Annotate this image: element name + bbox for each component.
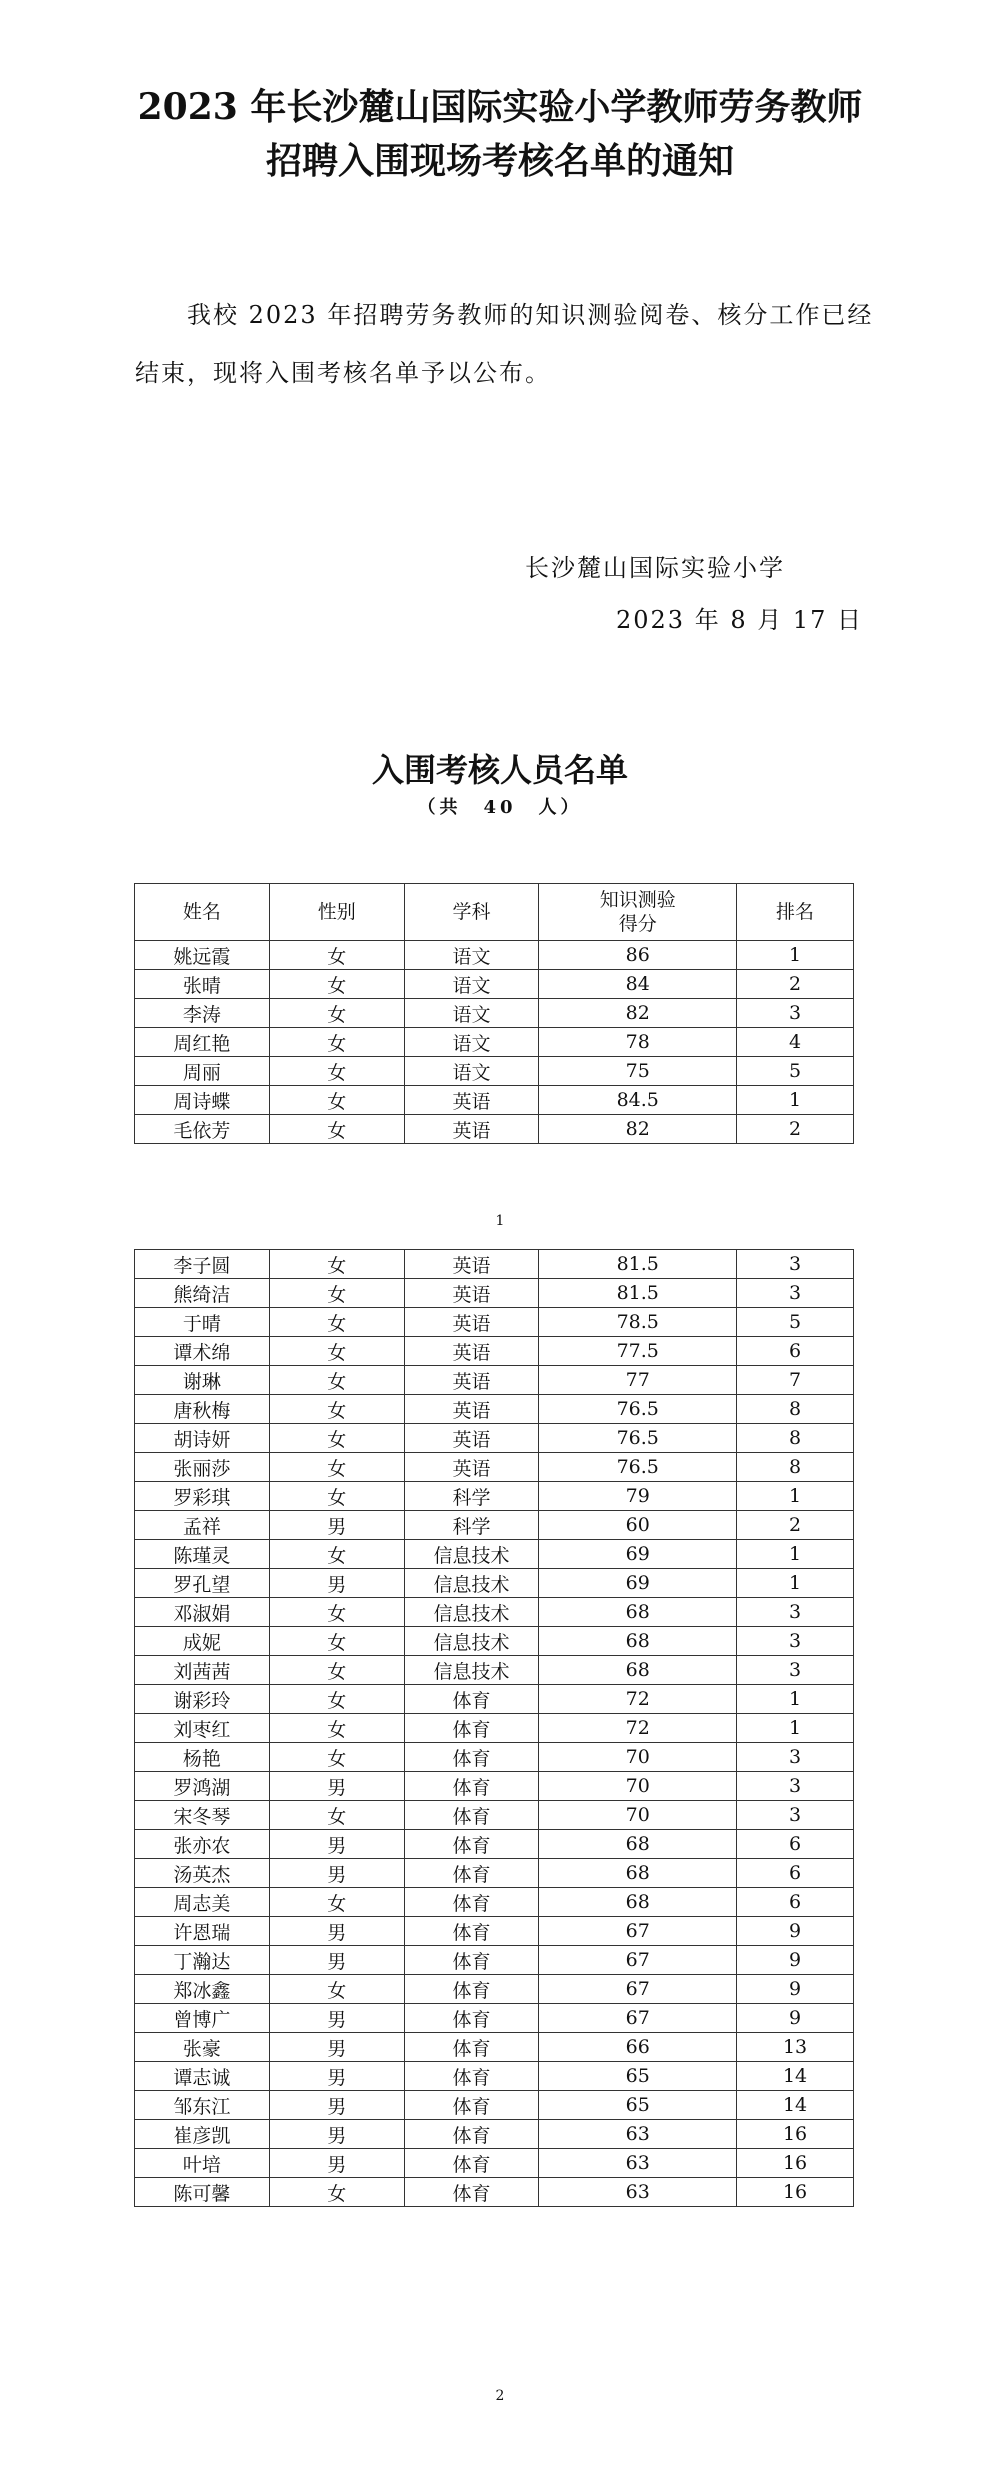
cell-gender: 女 xyxy=(269,1308,404,1337)
cell-rank: 1 xyxy=(737,1086,854,1115)
cell-name: 谭术绵 xyxy=(135,1337,270,1366)
cell-rank: 2 xyxy=(737,1511,854,1540)
roster-body-page-2 xyxy=(135,1250,854,2207)
cell-name: 周丽 xyxy=(135,1057,270,1086)
table-row xyxy=(135,1627,854,1656)
table-header-row xyxy=(135,884,854,941)
cell-name: 陈瑾灵 xyxy=(135,1540,270,1569)
cell-rank: 6 xyxy=(737,1859,854,1888)
table-row xyxy=(135,2120,854,2149)
cell-gender: 女 xyxy=(269,1366,404,1395)
table-row xyxy=(135,1395,854,1424)
table-row xyxy=(135,1028,854,1057)
cell-name: 谢琳 xyxy=(135,1366,270,1395)
cell-score: 68 xyxy=(539,1656,737,1685)
cell-score: 67 xyxy=(539,1975,737,2004)
cell-name: 孟祥 xyxy=(135,1511,270,1540)
cell-subject: 信息技术 xyxy=(404,1598,539,1627)
cell-rank: 9 xyxy=(737,1975,854,2004)
cell-gender: 男 xyxy=(269,1917,404,1946)
cell-rank: 3 xyxy=(737,1598,854,1627)
cell-score: 63 xyxy=(539,2120,737,2149)
cell-subject: 体育 xyxy=(404,1743,539,1772)
cell-subject: 体育 xyxy=(404,2149,539,2178)
list-count: （共 40 人） xyxy=(417,797,583,818)
table-row xyxy=(135,2004,854,2033)
cell-rank: 3 xyxy=(737,1627,854,1656)
cell-name: 邓淑娟 xyxy=(135,1598,270,1627)
cell-subject: 英语 xyxy=(404,1115,539,1144)
cell-gender: 女 xyxy=(269,1337,404,1366)
cell-score: 63 xyxy=(539,2149,737,2178)
table-row xyxy=(135,1859,854,1888)
cell-gender: 女 xyxy=(269,999,404,1028)
cell-gender: 女 xyxy=(269,1888,404,1917)
cell-rank: 3 xyxy=(737,1279,854,1308)
cell-subject: 体育 xyxy=(404,1946,539,1975)
cell-score: 78 xyxy=(539,1028,737,1057)
cell-name: 唐秋梅 xyxy=(135,1395,270,1424)
cell-subject: 英语 xyxy=(404,1337,539,1366)
cell-score: 67 xyxy=(539,1946,737,1975)
cell-subject: 英语 xyxy=(404,1424,539,1453)
cell-subject: 科学 xyxy=(404,1482,539,1511)
cell-gender: 男 xyxy=(269,2120,404,2149)
cell-gender: 女 xyxy=(269,1540,404,1569)
table-row xyxy=(135,1057,854,1086)
cell-gender: 男 xyxy=(269,1569,404,1598)
cell-rank: 16 xyxy=(737,2120,854,2149)
cell-gender: 女 xyxy=(269,1424,404,1453)
cell-score: 81.5 xyxy=(539,1250,737,1279)
cell-score: 76.5 xyxy=(539,1453,737,1482)
cell-rank: 13 xyxy=(737,2033,854,2062)
table-row xyxy=(135,1250,854,1279)
cell-subject: 语文 xyxy=(404,970,539,999)
cell-rank: 1 xyxy=(737,1540,854,1569)
table-row xyxy=(135,2149,854,2178)
cell-subject: 体育 xyxy=(404,2091,539,2120)
table-row xyxy=(135,970,854,999)
cell-rank: 9 xyxy=(737,1946,854,1975)
cell-gender: 男 xyxy=(269,1830,404,1859)
cell-score: 69 xyxy=(539,1569,737,1598)
cell-subject: 英语 xyxy=(404,1086,539,1115)
cell-subject: 体育 xyxy=(404,1772,539,1801)
cell-name: 毛依芳 xyxy=(135,1115,270,1144)
cell-score: 60 xyxy=(539,1511,737,1540)
cell-score: 69 xyxy=(539,1540,737,1569)
cell-score: 79 xyxy=(539,1482,737,1511)
cell-rank: 3 xyxy=(737,1801,854,1830)
cell-rank: 6 xyxy=(737,1888,854,1917)
cell-gender: 男 xyxy=(269,2091,404,2120)
table-row xyxy=(135,1743,854,1772)
cell-name: 刘枣红 xyxy=(135,1714,270,1743)
cell-rank: 16 xyxy=(737,2149,854,2178)
table-row xyxy=(135,1424,854,1453)
table-row xyxy=(135,1482,854,1511)
cell-score: 78.5 xyxy=(539,1308,737,1337)
cell-subject: 科学 xyxy=(404,1511,539,1540)
cell-rank: 5 xyxy=(737,1308,854,1337)
cell-subject: 体育 xyxy=(404,2004,539,2033)
cell-score: 72 xyxy=(539,1685,737,1714)
cell-subject: 英语 xyxy=(404,1279,539,1308)
notice-paragraph: 我校 2023 年招聘劳务教师的知识测验阅卷、核分工作已经结束，现将入围考核名单予以公布。 xyxy=(135,301,874,387)
table-row xyxy=(135,1598,854,1627)
cell-gender: 女 xyxy=(269,1279,404,1308)
cell-name: 成妮 xyxy=(135,1627,270,1656)
cell-gender: 女 xyxy=(269,1395,404,1424)
cell-name: 陈可馨 xyxy=(135,2178,270,2207)
cell-gender: 男 xyxy=(269,1772,404,1801)
table-row xyxy=(135,1453,854,1482)
cell-subject: 英语 xyxy=(404,1308,539,1337)
cell-rank: 8 xyxy=(737,1395,854,1424)
cell-gender: 女 xyxy=(269,1115,404,1144)
cell-score: 77.5 xyxy=(539,1337,737,1366)
table-row xyxy=(135,1656,854,1685)
cell-name: 周诗蝶 xyxy=(135,1086,270,1115)
cell-gender: 女 xyxy=(269,1482,404,1511)
cell-gender: 女 xyxy=(269,1598,404,1627)
cell-subject: 信息技术 xyxy=(404,1540,539,1569)
cell-rank: 3 xyxy=(737,999,854,1028)
table-row xyxy=(135,1308,854,1337)
cell-name: 崔彦凯 xyxy=(135,2120,270,2149)
cell-gender: 男 xyxy=(269,2149,404,2178)
cell-gender: 女 xyxy=(269,1057,404,1086)
cell-score: 76.5 xyxy=(539,1395,737,1424)
table-row xyxy=(135,1337,854,1366)
cell-rank: 3 xyxy=(737,1772,854,1801)
table-row xyxy=(135,1714,854,1743)
cell-subject: 信息技术 xyxy=(404,1656,539,1685)
cell-score: 75 xyxy=(539,1057,737,1086)
cell-subject: 体育 xyxy=(404,1888,539,1917)
cell-subject: 体育 xyxy=(404,1859,539,1888)
table-row xyxy=(135,2062,854,2091)
cell-gender: 女 xyxy=(269,1714,404,1743)
cell-name: 张豪 xyxy=(135,2033,270,2062)
page-number-1: 1 xyxy=(495,1213,505,1229)
table-row xyxy=(135,2178,854,2207)
cell-gender: 男 xyxy=(269,1511,404,1540)
cell-score: 65 xyxy=(539,2091,737,2120)
cell-score: 65 xyxy=(539,2062,737,2091)
cell-score: 72 xyxy=(539,1714,737,1743)
signature-organization: 长沙麓山国际实验小学 xyxy=(525,554,785,582)
cell-name: 周志美 xyxy=(135,1888,270,1917)
cell-subject: 语文 xyxy=(404,941,539,970)
cell-name: 曾博广 xyxy=(135,2004,270,2033)
table-row xyxy=(135,1946,854,1975)
cell-subject: 体育 xyxy=(404,1714,539,1743)
cell-rank: 4 xyxy=(737,1028,854,1057)
cell-rank: 6 xyxy=(737,1830,854,1859)
cell-score: 82 xyxy=(539,999,737,1028)
table-row xyxy=(135,1569,854,1598)
cell-rank: 3 xyxy=(737,1656,854,1685)
cell-rank: 2 xyxy=(737,970,854,999)
cell-subject: 语文 xyxy=(404,1057,539,1086)
cell-score: 84.5 xyxy=(539,1086,737,1115)
table-row xyxy=(135,1086,854,1115)
roster-table-page-2 xyxy=(134,1249,854,2207)
cell-name: 李涛 xyxy=(135,999,270,1028)
cell-name: 汤英杰 xyxy=(135,1859,270,1888)
roster-body-page-1 xyxy=(135,941,854,1144)
cell-rank: 16 xyxy=(737,2178,854,2207)
cell-score: 66 xyxy=(539,2033,737,2062)
cell-subject: 信息技术 xyxy=(404,1569,539,1598)
cell-score: 68 xyxy=(539,1598,737,1627)
cell-gender: 男 xyxy=(269,1859,404,1888)
table-row xyxy=(135,1115,854,1144)
cell-name: 张丽莎 xyxy=(135,1453,270,1482)
cell-name: 丁瀚达 xyxy=(135,1946,270,1975)
cell-name: 宋冬琴 xyxy=(135,1801,270,1830)
cell-rank: 14 xyxy=(737,2062,854,2091)
cell-gender: 女 xyxy=(269,941,404,970)
header-name: 姓名 xyxy=(135,884,270,941)
list-title: 入围考核人员名单 xyxy=(371,751,628,789)
notice-title-line-1: 2023 年长沙麓山国际实验小学教师劳务教师 xyxy=(137,86,863,128)
table-row xyxy=(135,1540,854,1569)
cell-gender: 女 xyxy=(269,1801,404,1830)
cell-rank: 1 xyxy=(737,941,854,970)
cell-name: 于晴 xyxy=(135,1308,270,1337)
cell-rank: 2 xyxy=(737,1115,854,1144)
cell-rank: 1 xyxy=(737,1714,854,1743)
cell-name: 郑冰鑫 xyxy=(135,1975,270,2004)
cell-name: 罗孔望 xyxy=(135,1569,270,1598)
cell-name: 姚远霞 xyxy=(135,941,270,970)
cell-score: 67 xyxy=(539,2004,737,2033)
cell-score: 70 xyxy=(539,1743,737,1772)
cell-subject: 语文 xyxy=(404,999,539,1028)
cell-rank: 14 xyxy=(737,2091,854,2120)
cell-score: 68 xyxy=(539,1830,737,1859)
cell-name: 邹东江 xyxy=(135,2091,270,2120)
table-row xyxy=(135,1888,854,1917)
cell-gender: 女 xyxy=(269,1743,404,1772)
cell-rank: 1 xyxy=(737,1482,854,1511)
cell-score: 70 xyxy=(539,1801,737,1830)
notice-title-line-2: 招聘入围现场考核名单的通知 xyxy=(265,140,734,182)
cell-gender: 女 xyxy=(269,970,404,999)
table-row xyxy=(135,941,854,970)
cell-gender: 女 xyxy=(269,1656,404,1685)
cell-name: 张晴 xyxy=(135,970,270,999)
cell-rank: 9 xyxy=(737,1917,854,1946)
cell-gender: 男 xyxy=(269,2033,404,2062)
table-row xyxy=(135,2091,854,2120)
cell-subject: 体育 xyxy=(404,1801,539,1830)
cell-name: 叶培 xyxy=(135,2149,270,2178)
cell-rank: 8 xyxy=(737,1453,854,1482)
cell-rank: 8 xyxy=(737,1424,854,1453)
cell-subject: 英语 xyxy=(404,1453,539,1482)
cell-gender: 女 xyxy=(269,1627,404,1656)
cell-subject: 体育 xyxy=(404,2062,539,2091)
cell-subject: 语文 xyxy=(404,1028,539,1057)
table-row xyxy=(135,999,854,1028)
cell-name: 杨艳 xyxy=(135,1743,270,1772)
table-row xyxy=(135,1366,854,1395)
cell-score: 68 xyxy=(539,1627,737,1656)
cell-score: 84 xyxy=(539,970,737,999)
header-gender: 性别 xyxy=(269,884,404,941)
cell-rank: 3 xyxy=(737,1743,854,1772)
table-row xyxy=(135,1772,854,1801)
cell-rank: 5 xyxy=(737,1057,854,1086)
cell-subject: 英语 xyxy=(404,1366,539,1395)
cell-gender: 女 xyxy=(269,1028,404,1057)
cell-gender: 男 xyxy=(269,2004,404,2033)
header-subject: 学科 xyxy=(404,884,539,941)
table-row xyxy=(135,1511,854,1540)
cell-name: 罗鸿湖 xyxy=(135,1772,270,1801)
cell-rank: 1 xyxy=(737,1685,854,1714)
cell-name: 许恩瑞 xyxy=(135,1917,270,1946)
cell-name: 谢彩玲 xyxy=(135,1685,270,1714)
cell-score: 82 xyxy=(539,1115,737,1144)
cell-score: 70 xyxy=(539,1772,737,1801)
cell-rank: 1 xyxy=(737,1569,854,1598)
cell-subject: 英语 xyxy=(404,1395,539,1424)
cell-subject: 体育 xyxy=(404,1975,539,2004)
cell-score: 68 xyxy=(539,1888,737,1917)
table-row xyxy=(135,1975,854,2004)
cell-gender: 女 xyxy=(269,1086,404,1115)
cell-name: 张亦农 xyxy=(135,1830,270,1859)
cell-gender: 女 xyxy=(269,1975,404,2004)
table-row xyxy=(135,2033,854,2062)
cell-name: 胡诗妍 xyxy=(135,1424,270,1453)
table-row xyxy=(135,1801,854,1830)
cell-name: 刘茜茜 xyxy=(135,1656,270,1685)
cell-gender: 女 xyxy=(269,1453,404,1482)
cell-gender: 女 xyxy=(269,2178,404,2207)
cell-score: 76.5 xyxy=(539,1424,737,1453)
cell-subject: 体育 xyxy=(404,1917,539,1946)
cell-score: 63 xyxy=(539,2178,737,2207)
table-row xyxy=(135,1685,854,1714)
cell-subject: 体育 xyxy=(404,2178,539,2207)
cell-score: 81.5 xyxy=(539,1279,737,1308)
cell-score: 77 xyxy=(539,1366,737,1395)
cell-name: 熊绮洁 xyxy=(135,1279,270,1308)
cell-rank: 9 xyxy=(737,2004,854,2033)
table-row xyxy=(135,1279,854,1308)
cell-subject: 体育 xyxy=(404,1685,539,1714)
page-number-2: 2 xyxy=(495,2388,505,2404)
cell-name: 罗彩琪 xyxy=(135,1482,270,1511)
cell-gender: 男 xyxy=(269,1946,404,1975)
cell-name: 谭志诚 xyxy=(135,2062,270,2091)
cell-name: 李子圆 xyxy=(135,1250,270,1279)
cell-subject: 体育 xyxy=(404,2120,539,2149)
cell-rank: 3 xyxy=(737,1250,854,1279)
cell-rank: 7 xyxy=(737,1366,854,1395)
table-row xyxy=(135,1830,854,1859)
cell-subject: 体育 xyxy=(404,1830,539,1859)
cell-score: 68 xyxy=(539,1859,737,1888)
cell-rank: 6 xyxy=(737,1337,854,1366)
header-score: 知识测验 得分 xyxy=(539,884,737,941)
cell-gender: 女 xyxy=(269,1685,404,1714)
cell-gender: 男 xyxy=(269,2062,404,2091)
cell-name: 周红艳 xyxy=(135,1028,270,1057)
signature-date: 2023 年 8 月 17 日 xyxy=(616,606,864,634)
cell-subject: 体育 xyxy=(404,2033,539,2062)
cell-subject: 英语 xyxy=(404,1250,539,1279)
cell-subject: 信息技术 xyxy=(404,1627,539,1656)
header-rank: 排名 xyxy=(737,884,854,941)
cell-score: 86 xyxy=(539,941,737,970)
cell-score: 67 xyxy=(539,1917,737,1946)
table-row xyxy=(135,1917,854,1946)
roster-table-page-1 xyxy=(134,883,854,1144)
cell-gender: 女 xyxy=(269,1250,404,1279)
